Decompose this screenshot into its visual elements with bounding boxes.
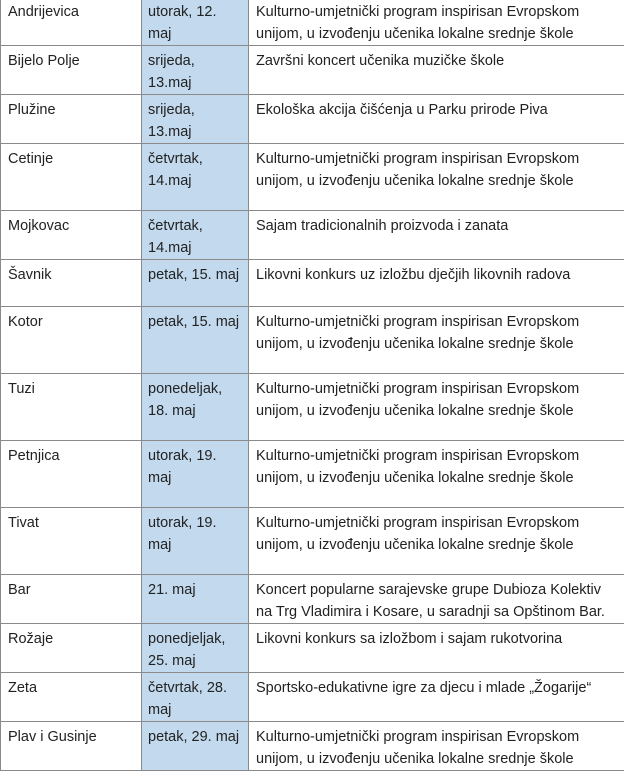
city-cell: Cetinje <box>1 144 142 211</box>
table-row <box>1 624 624 673</box>
event-cell: Kulturno-umjetnički program inspirisan Evropskom unijom, u izvođenju učenika lokalne srednje škole <box>249 0 624 46</box>
event-cell: Kulturno-umjetnički program inspirisan Evropskom unijom, u izvođenju učenika lokalne srednje škole <box>249 508 624 575</box>
date-cell: srijeda, 13.maj <box>142 95 249 144</box>
event-cell: Koncert popularne sarajevske grupe Dubioza Kolektiv na Trg Vladimira i Kosare, u saradnji sa Opštinom Bar. <box>249 575 624 624</box>
event-cell: Kulturno-umjetnički program inspirisan Evropskom unijom, u izvođenju učenika lokalne srednje škole <box>249 307 624 374</box>
city-cell: Andrijevica <box>1 0 142 46</box>
date-cell: utorak, 19. maj <box>142 441 249 508</box>
date-cell: ponedjeljak, 25. maj <box>142 624 249 673</box>
table-row <box>1 575 624 624</box>
event-cell: Kulturno-umjetnički program inspirisan Evropskom unijom, u izvođenju učenika lokalne srednje škole <box>249 441 624 508</box>
date-cell: četvrtak, 28. maj <box>142 673 249 722</box>
date-cell: petak, 29. maj <box>142 722 249 771</box>
city-cell: Mojkovac <box>1 211 142 260</box>
event-cell: Sportsko-edukativne igre za djecu i mlade „Žogarije“ <box>249 673 624 722</box>
city-cell: Bijelo Polje <box>1 46 142 95</box>
event-cell: Kulturno-umjetnički program inspirisan Evropskom unijom, u izvođenju učenika lokalne srednje škole <box>249 144 624 211</box>
event-cell: Likovni konkurs uz izložbu dječjih likovnih radova <box>249 260 624 307</box>
event-cell: Kulturno-umjetnički program inspirisan Evropskom unijom, u izvođenju učenika lokalne srednje škole <box>249 374 624 441</box>
event-cell: Kulturno-umjetnički program inspirisan Evropskom unijom, u izvođenju učenika lokalne srednje škole <box>249 722 624 771</box>
date-cell: utorak, 19. maj <box>142 508 249 575</box>
date-cell: srijeda, 13.maj <box>142 46 249 95</box>
table-row <box>1 508 624 575</box>
city-cell: Kotor <box>1 307 142 374</box>
date-cell: 21. maj <box>142 575 249 624</box>
city-cell: Tivat <box>1 508 142 575</box>
table-row <box>1 441 624 508</box>
city-cell: Petnjica <box>1 441 142 508</box>
table-row <box>1 673 624 722</box>
city-cell: Plav i Gusinje <box>1 722 142 771</box>
table-row <box>1 374 624 441</box>
table-row <box>1 211 624 260</box>
event-cell: Završni koncert učenika muzičke škole <box>249 46 624 95</box>
table-row <box>1 144 624 211</box>
city-cell: Bar <box>1 575 142 624</box>
table-row <box>1 0 624 46</box>
table-row <box>1 260 624 307</box>
table-row <box>1 95 624 144</box>
table-row <box>1 46 624 95</box>
city-cell: Rožaje <box>1 624 142 673</box>
city-cell: Šavnik <box>1 260 142 307</box>
date-cell: četvrtak, 14.maj <box>142 211 249 260</box>
city-cell: Zeta <box>1 673 142 722</box>
date-cell: petak, 15. maj <box>142 260 249 307</box>
date-cell: ponedeljak, 18. maj <box>142 374 249 441</box>
table-row <box>1 722 624 771</box>
event-cell: Sajam tradicionalnih proizvoda i zanata <box>249 211 624 260</box>
date-cell: četvrtak, 14.maj <box>142 144 249 211</box>
city-cell: Tuzi <box>1 374 142 441</box>
city-cell: Plužine <box>1 95 142 144</box>
date-cell: utorak, 12. maj <box>142 0 249 46</box>
date-cell: petak, 15. maj <box>142 307 249 374</box>
table-row <box>1 307 624 374</box>
event-cell: Ekološka akcija čišćenja u Parku prirode Piva <box>249 95 624 144</box>
event-cell: Likovni konkurs sa izložbom i sajam rukotvorina <box>249 624 624 673</box>
